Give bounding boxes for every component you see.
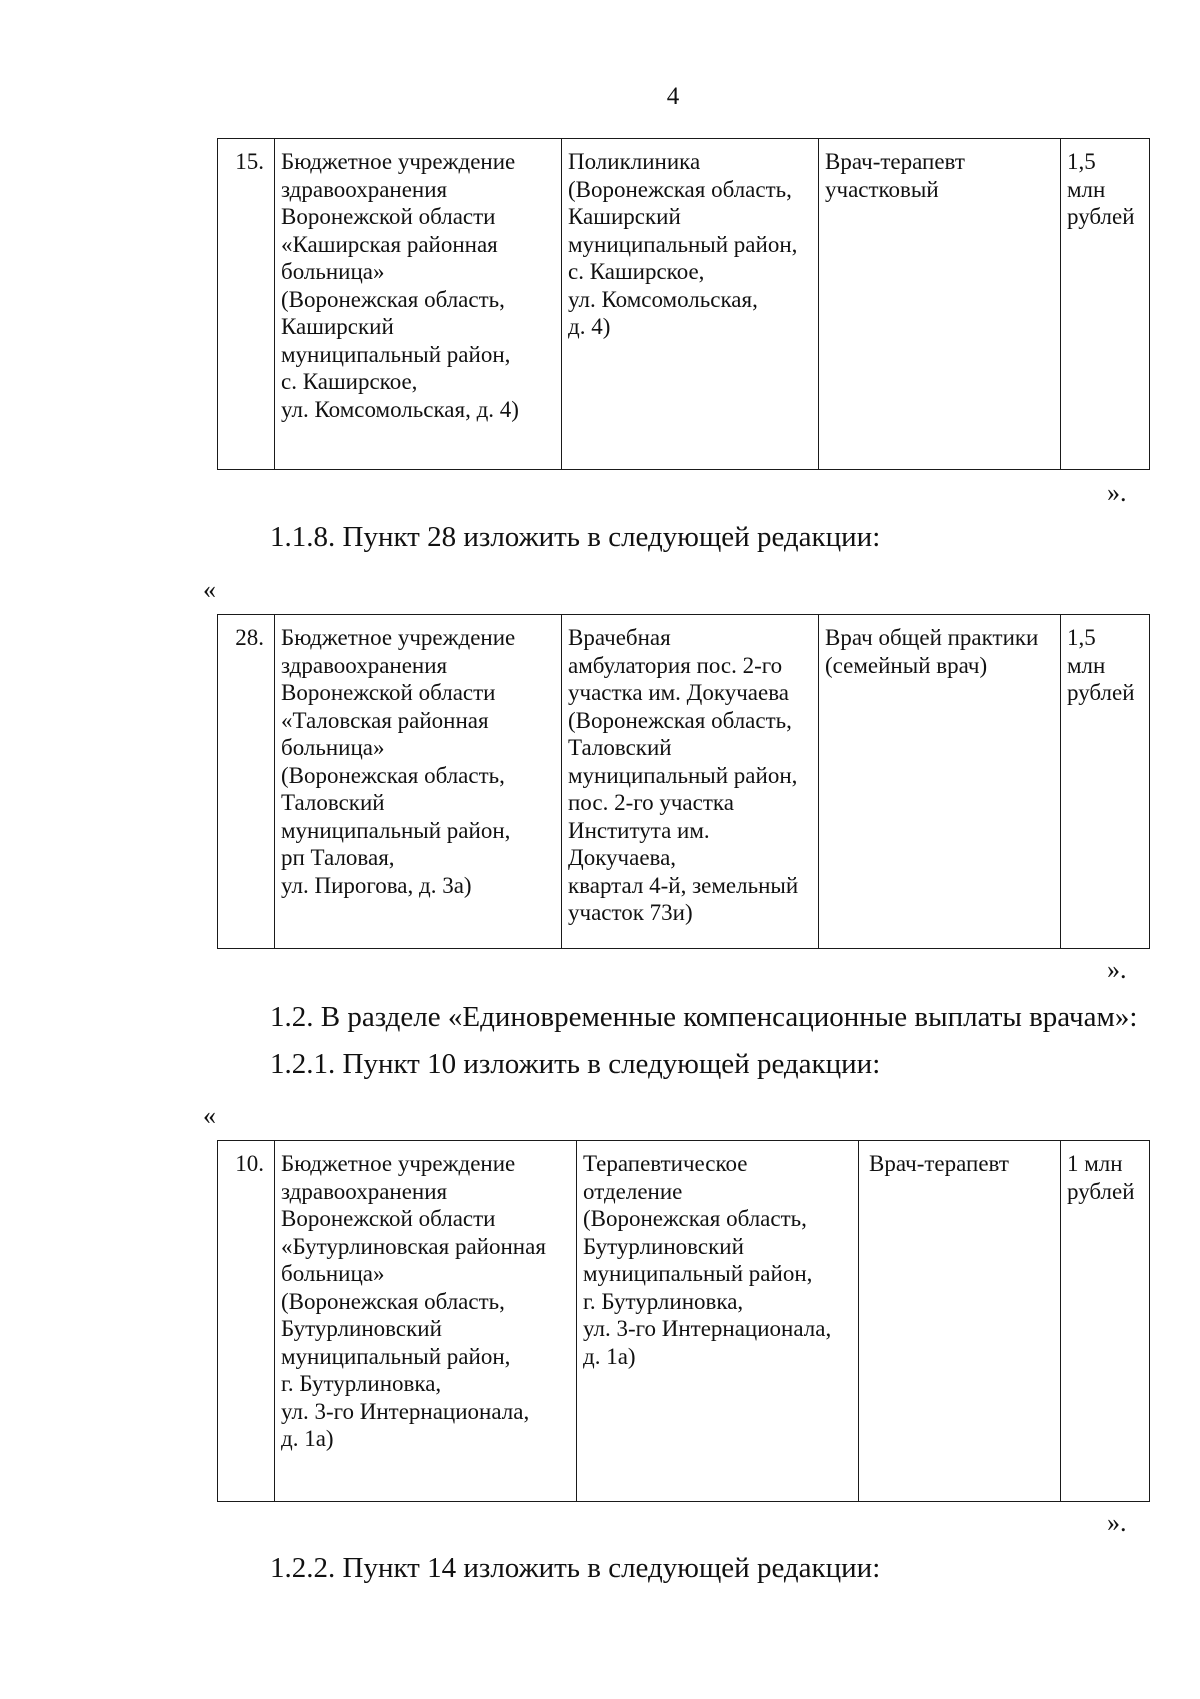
unit-cell: Терапевтическое отделение (Воронежская область, Бутурлиновский муниципальный район, г. Бутурлиновка, ул. 3-го Интернационала, д. 1а) <box>577 1141 859 1502</box>
unit-cell: Поликлиника (Воронежская область, Каширский муниципальный район, с. Каширское, ул. Комсомольская, д. 4) <box>562 139 819 470</box>
close-quote: ». <box>1107 478 1127 507</box>
position-cell: Врач общей практики (семейный врач) <box>819 615 1061 949</box>
table-row <box>218 139 1150 470</box>
table-item-28 <box>217 614 1150 949</box>
institution-cell: Бюджетное учреждение здравоохранения Воронежской области «Таловская районная больница» (Воронежская область, Таловский муниципальный район, рп Таловая, ул. Пирогова, д. 3а) <box>275 615 562 949</box>
institution-cell: Бюджетное учреждение здравоохранения Воронежской области «Бутурлиновская районная больница» (Воронежская область, Бутурлиновский муниципальный район, г. Бутурлиновка, ул. 3-го Интернационала, д. 1а) <box>275 1141 577 1502</box>
page-number: 4 <box>666 83 680 110</box>
table-item-15 <box>217 138 1150 470</box>
open-quote: « <box>203 575 216 604</box>
table-item-10 <box>217 1140 1150 1502</box>
table-row <box>218 615 1150 949</box>
open-quote: « <box>203 1101 216 1130</box>
paragraph-1-2-1: 1.2.1. Пункт 10 изложить в следующей редакции: <box>270 1048 881 1080</box>
amount-cell: 1,5 млн рублей <box>1061 615 1150 949</box>
unit-cell: Врачебная амбулатория пос. 2-го участка им. Докучаева (Воронежская область, Таловский муниципальный район, пос. 2-го участка Института им. Докучаева, квартал 4-й, земельный участок 73и) <box>562 615 819 949</box>
amount-cell: 1 млн рублей <box>1061 1141 1150 1502</box>
institution-cell: Бюджетное учреждение здравоохранения Воронежской области «Каширская районная больница» (Воронежская область, Каширский муниципальный район, с. Каширское, ул. Комсомольская, д. 4) <box>275 139 562 470</box>
position-cell: Врач-терапевт <box>859 1141 1061 1502</box>
item-number: 28. <box>218 615 275 949</box>
paragraph-1-2-2: 1.2.2. Пункт 14 изложить в следующей редакции: <box>270 1552 881 1584</box>
close-quote: ». <box>1107 955 1127 984</box>
item-number: 15. <box>218 139 275 470</box>
item-number: 10. <box>218 1141 275 1502</box>
table-row <box>218 1141 1150 1502</box>
paragraph-1-2: 1.2. В разделе «Единовременные компенсационные выплаты врачам»: <box>270 1001 1138 1033</box>
position-cell: Врач-терапевт участковый <box>819 139 1061 470</box>
close-quote: ». <box>1107 1508 1127 1537</box>
amount-cell: 1,5 млн рублей <box>1061 139 1150 470</box>
paragraph-1-1-8: 1.1.8. Пункт 28 изложить в следующей редакции: <box>270 521 881 553</box>
